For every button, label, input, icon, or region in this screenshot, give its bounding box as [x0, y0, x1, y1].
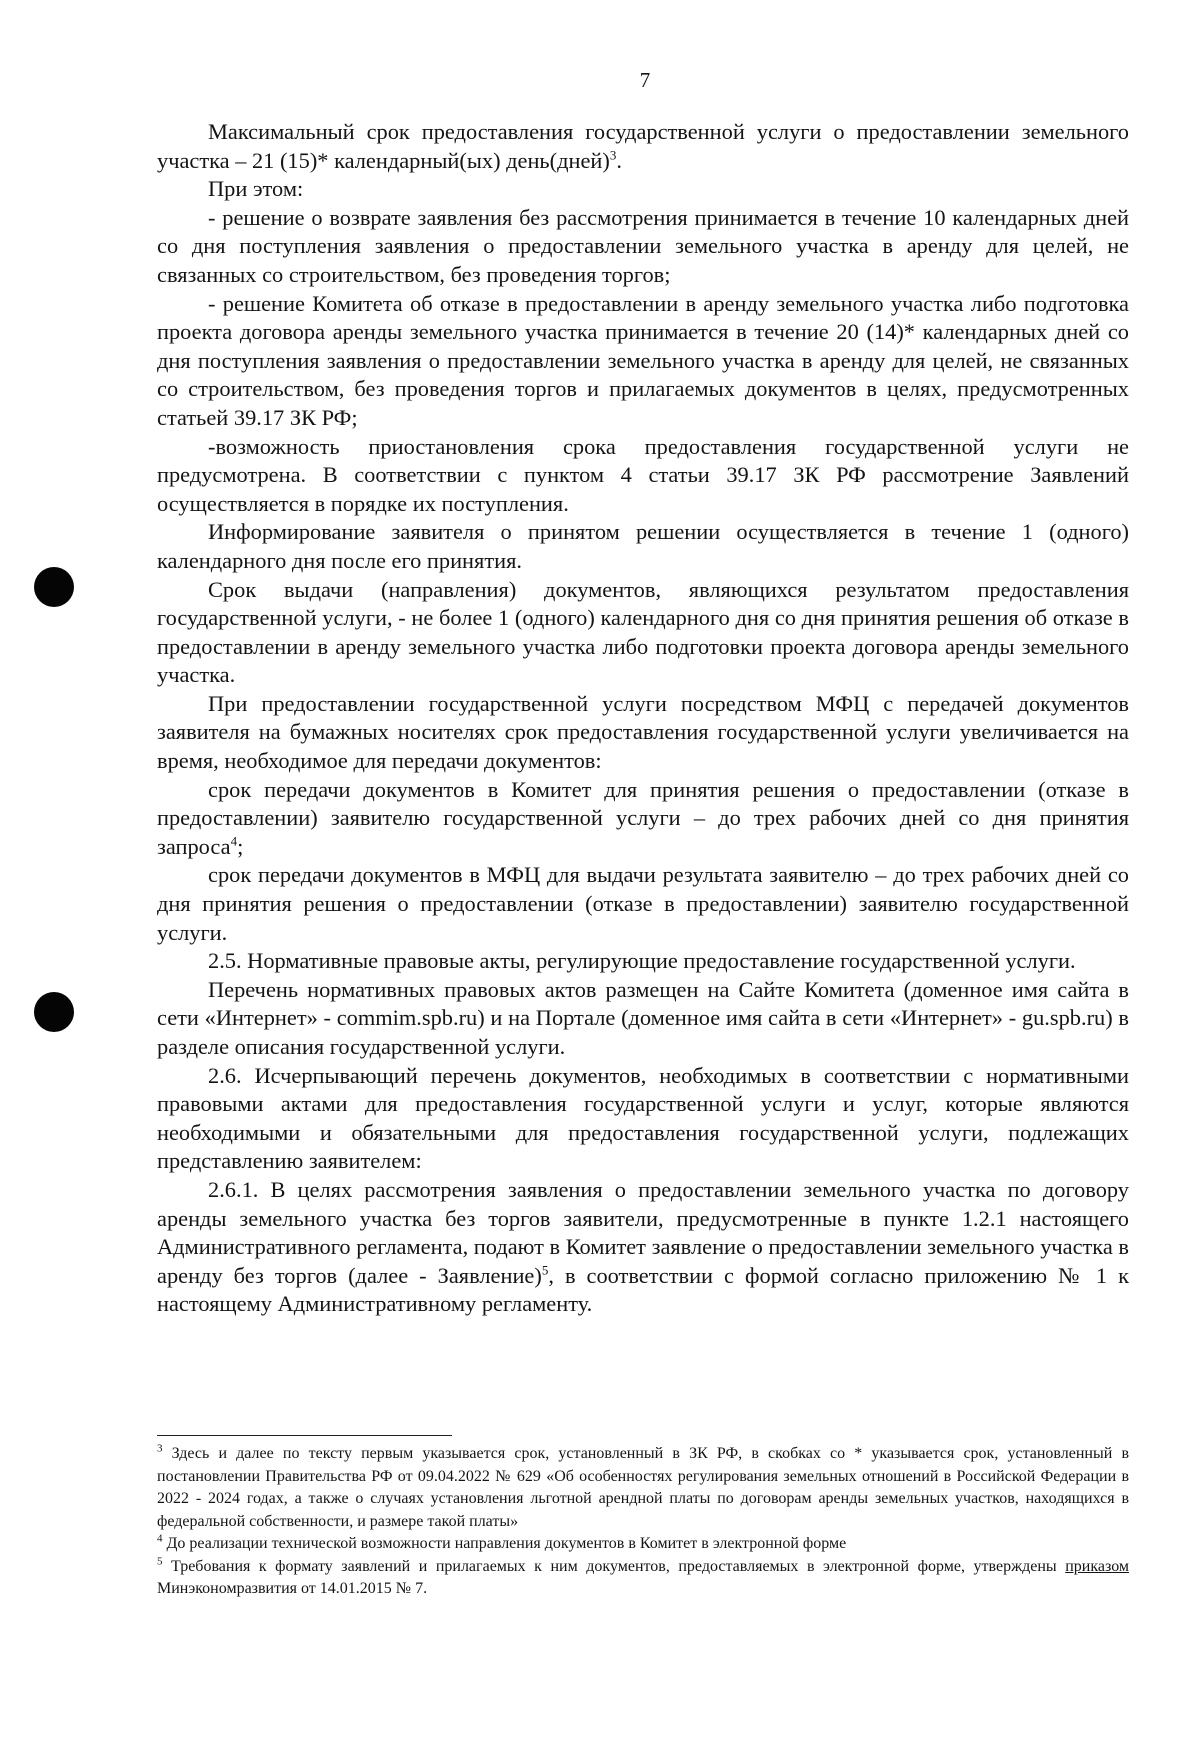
punch-hole-top: [34, 567, 74, 607]
paragraph-mfc: При предоставлении государственной услуги посредством МФЦ с передачей документов заявителя на бумажных носителях срок предоставления государственной услуги увеличивается на время, необходимое для передачи документов:: [157, 690, 1129, 774]
paragraph-at-that: При этом:: [208, 176, 304, 202]
footnote-4: $^4$ До реализации технической возможности направления документов в Комитет в электронной форме: [157, 1532, 847, 1552]
document-body: [157, 118, 1129, 1319]
punch-hole-bottom: [34, 992, 74, 1032]
footnote-ref-4[interactable]: 4: [230, 833, 238, 849]
paragraph-return-decision: - решение о возврате заявления без рассмотрения принимается в течение 10 календарных дней со дня поступления заявления о предоставлении земельного участка в аренду для целей, не связанных со строительством, без проведения торгов;: [157, 204, 1129, 287]
paragraph-transfer-to-mfc: срок передачи документов в МФЦ для выдачи результата заявителю – до трех рабочих дней со дня принятия решения о предоставлении (отказе в предоставлении) заявителю государственной услуги.: [157, 862, 1129, 945]
section-2-5-heading: 2.5. Нормативные правовые акты, регулирующие предоставление государственной услуги.: [208, 948, 1076, 974]
footnote-5: $^5$ Требования к формату заявлений и прилагаемых к ним документов, предоставляемых в электронной форме, утверждены приказом Минэкономразвития от 14.01.2015 № 7.: [157, 1555, 1130, 1597]
paragraph-issue-term: Срок выдачи (направления) документов, являющихся результатом предоставления государственной услуги, - не более 1 (одного) календарного дня со дня принятия решения об отказе в предоставлении в аренду земельного участка либо подготовки проекта договора аренды земельного участка.: [157, 576, 1129, 688]
section-2-6-1: 2.6.1. В целях рассмотрения заявления о предоставлении земельного участка по договору аренды земельного участка без торгов заявители, предусмотренные в пункте 1.2.1 настоящего Административного регламента, подают в Комитет заявление о предоставлении земельного участка в аренду без торгов (далее - Заявление)$^5$, в соответствии с формой согласно приложению № 1 к настоящему Административному регламенту.: [157, 1176, 1130, 1317]
footnote-ref-5[interactable]: 5: [541, 1262, 549, 1278]
order-link[interactable]: приказом: [1065, 1557, 1130, 1575]
footnote-3: $^3$ Здесь и далее по тексту первым указывается срок, установленный в ЗК РФ, в скобках со * указывается срок, установленный в постановлении Правительства РФ от 09.04.2022 № 629 «Об особенностях регулирования земельных отношений в Российской Федерации в 2022 - 2024 годах, а также о случаях установления льготной арендной платы по договорам аренды земельных участков, находящихся в федеральной собственности, и размере такой платы»: [157, 1442, 1130, 1530]
section-2-6-heading: 2.6. Исчерпывающий перечень документов, необходимых в соответствии с нормативными правовыми актами для предоставления государственной услуги и услуг, которые являются необходимыми и обязательными для предоставления государственной услуги, подлежащих представлению заявителем:: [157, 1062, 1129, 1174]
paragraph-refusal-decision: - решение Комитета об отказе в предоставлении в аренду земельного участка либо подготовка проекта договора аренды земельного участка принимается в течение 20 (14)* календарных дней со дня поступления заявления о предоставлении земельного участка в аренду для целей, не связанных со строительством, без проведения торгов и прилагаемых документов в целях, предусмотренных статьей 39.17 ЗК РФ;: [157, 290, 1129, 430]
paragraph-legal-acts-list: Перечень нормативных правовых актов размещен на Сайте Комитета (доменное имя сайта в сети «Интернет» - commim.spb.ru) и на Портале (доменное имя сайта в сети «Интернет» - gu.spb.ru) в разделе описания государственной услуги.: [157, 976, 1129, 1059]
page-number: 7: [639, 68, 651, 92]
footnote-separator: [157, 1435, 452, 1436]
paragraph-max-term: Максимальный срок предоставления государственной услуги о предоставлении земельного участка – 21 (15)* календарный(ых) день(дней)$^3$.: [157, 119, 1129, 173]
paragraph-suspension: -возможность приостановления срока предоставления государственной услуги не предусмотрена. В соответствии с пунктом 4 статьи 39.17 ЗК РФ рассмотрение Заявлений осуществляется в порядке их поступления.: [157, 433, 1129, 516]
paragraph-transfer-to-committee: срок передачи документов в Комитет для принятия решения о предоставлении (отказе в предоставлении) заявителю государственной услуги – до трех рабочих дней со дня принятия запроса$^4$;: [157, 776, 1129, 859]
paragraph-informing: Информирование заявителя о принятом решении осуществляется в течение 1 (одного) календарного дня после его принятия.: [157, 519, 1129, 573]
footnote-ref-3[interactable]: 3: [609, 147, 617, 163]
footnotes: [157, 1443, 1129, 1601]
